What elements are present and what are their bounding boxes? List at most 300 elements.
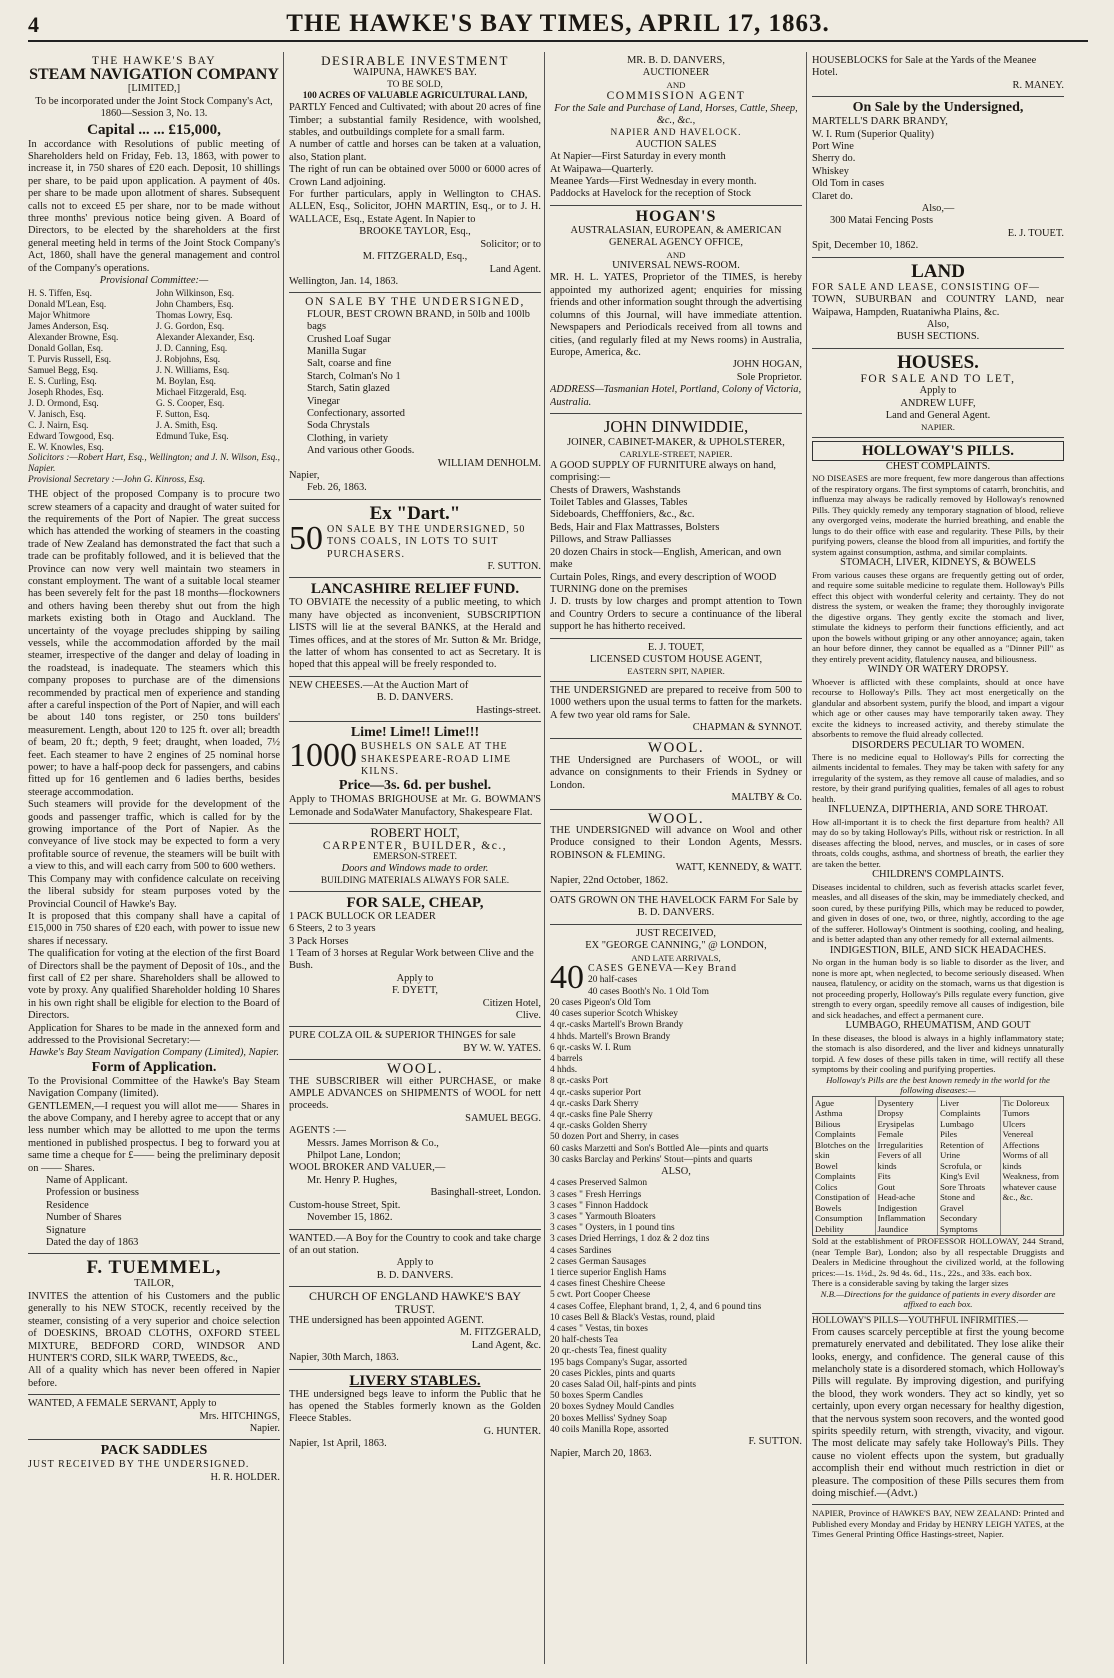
committee-member: John Wilkinson, Esq. (156, 287, 235, 298)
capital-amount: Capital ... ... £15,000, (87, 121, 221, 138)
ad-body: It is proposed that this company shall have a capital of £15,000 in 750 shares of £20 each, with power to issue new shares if necessary. (28, 910, 280, 947)
ad-subheading: UNIVERSAL NEWS-ROOM. (612, 260, 740, 272)
ad-subheading: STOMACH, LIVER, KIDNEYS, & BOWELS (840, 557, 1036, 569)
ad-subheading: AUCTION SALES (635, 138, 717, 150)
form-fields (28, 1175, 280, 1237)
form-field-label: Name of Applicant. (46, 1175, 128, 1187)
ad-heading: DESIRABLE INVESTMENT (321, 53, 509, 68)
disease-name: Dysentery (877, 1097, 914, 1108)
form-field-label: Signature (46, 1224, 86, 1236)
ad-signature: H. R. HOLDER. (210, 1471, 280, 1483)
disease-name: Blotches on the skin (815, 1139, 870, 1161)
ad-overline: THE HAWKE'S BAY (91, 55, 217, 67)
ad-signature: F. SUTTON. (748, 1436, 802, 1448)
dart-ad (289, 500, 541, 579)
pack-saddles-ad (28, 1440, 280, 1488)
list-item: 20 cases Pickles, pints and quarts (550, 1368, 675, 1379)
ad-place: WAIPUNA, HAWKE'S BAY. (353, 67, 477, 79)
list-item: 20 half-cases (588, 975, 638, 986)
list-item: Sherry do. (812, 153, 856, 165)
committee-member: Major Whitmore (28, 309, 90, 320)
list-item: 8 qr.-casks Port (550, 1076, 609, 1087)
committee-member: John Chambers, Esq. (156, 298, 234, 309)
committee-member: Samuel Begg, Esq. (28, 364, 98, 375)
form-field-label: Number of Shares (46, 1212, 122, 1224)
ad-note: BUILDING MATERIALS ALWAYS FOR SALE. (320, 875, 510, 886)
committee-member: T. Purvis Russell, Esq. (28, 353, 112, 364)
list-item: 4 cases " Vestas, tin boxes (550, 1323, 648, 1334)
committee-member: J. D. Canning, Esq. (156, 342, 228, 353)
ad-subheading: ALSO, (661, 1165, 691, 1177)
ad-subheading: 100 ACRES OF VALUABLE AGRICULTURAL LAND, (302, 91, 528, 102)
ad-address: ADDRESS—Tasmanian Hotel, Portland, Colony of Victoria, Australia. (550, 384, 802, 408)
committee-list (28, 288, 280, 453)
list-item: 30 casks Barclay and Perkins' Stout—pints and quarts (550, 1154, 753, 1165)
ad-body: ON SALE BY THE UNDERSIGNED, 50 TONS COALS, IN LOTS TO SUIT PURCHASERS. (327, 523, 526, 560)
disease-name: Secondary Symptoms (940, 1213, 978, 1234)
ad-signature: B. D. DANVERS. (637, 907, 715, 919)
list-item: 4 qr.-casks fine Pale Sherry (550, 1109, 653, 1120)
ad-signature: WATT, KENNEDY, & WATT. (675, 862, 802, 874)
disease-name: Jaundice (877, 1223, 909, 1234)
ad-heading: ON SALE BY THE UNDERSIGNED, (305, 296, 525, 309)
disease-name: Bilious Complaints (815, 1118, 856, 1140)
list-item: Clothing, in variety (307, 432, 389, 444)
list-item: 4 hhds. (550, 1065, 578, 1076)
disease-name: Debility (815, 1223, 844, 1234)
ad-body: No organ in the human body is so liable to disorder as the liver, and none is more apt, when neglected, to become seriously diseased. When nausea, flatulency, or acidity on the stomach, warns us that digestion is not proceeding properly, Holloway's Pills regulate every function, give strength to every organ, speedily remove all causes of indigestion, bile and sick headaches, and effect a permanent cure. (812, 957, 1064, 1020)
ad-subheading: TO BE SOLD, (387, 79, 443, 90)
diseases-table (812, 1096, 1064, 1237)
ad-signature: Mrs. HITCHINGS, (199, 1410, 280, 1422)
ad-signature: Napier. (249, 1422, 280, 1434)
ad-place: EASTERN SPIT, NAPIER. (627, 666, 725, 677)
steam-navigation-ad (28, 52, 280, 1253)
church-trust-ad (289, 1287, 541, 1369)
list-item: Starch, Colman's No 1 (307, 370, 401, 382)
ad-date: Napier, 22nd October, 1862. (550, 874, 669, 886)
ad-signature: B. D. DANVERS. (376, 692, 454, 704)
ad-body: NEW CHEESES.—At the Auction Mart of (289, 679, 469, 691)
ad-signature: Solicitor; or to (480, 238, 541, 250)
column-2 (289, 52, 541, 1664)
ad-label: WOOL BROKER AND VALUER,— (289, 1162, 446, 1174)
committee-left (28, 288, 152, 453)
list-item: 2 cases German Sausages (550, 1256, 647, 1267)
wool-begg-ad (289, 1060, 541, 1229)
list-item: 40 cases superior Scotch Whiskey (550, 1009, 678, 1020)
list-item: 3 cases " Oysters, in 1 pound tins (550, 1223, 675, 1234)
investment-ad (289, 52, 541, 293)
wool-maltby-ad (550, 739, 802, 809)
disease-name: Liver Complaints (940, 1097, 981, 1119)
ad-text: Philpot Lane, London; (307, 1150, 401, 1162)
list-item: Whiskey (812, 165, 849, 177)
ad-text: Basinghall-street, London. (430, 1187, 541, 1199)
list-item: Vinegar (307, 395, 340, 407)
boy-wanted-ad (289, 1230, 541, 1288)
ad-place: NAPIER AND HAVELOCK. (610, 127, 742, 138)
diseases-column (876, 1097, 939, 1236)
ad-subheading: Also,— (921, 203, 955, 215)
committee-member: J. G. Gordon, Esq. (156, 320, 225, 331)
page-number: 4 (28, 12, 39, 37)
ad-subheading: CHILDREN'S COMPLAINTS. (872, 869, 1004, 881)
list-item: 4 qr.-casks superior Port (550, 1087, 642, 1098)
disease-name: &c., &c. (1002, 1192, 1033, 1203)
committee-member: Donald Gollan, Esq. (28, 342, 104, 353)
list-item: At Waipawa—Quarterly. (550, 163, 654, 175)
disease-name: Indigestion (877, 1202, 918, 1213)
ad-text: 300 Matai Fencing Posts (830, 215, 934, 227)
denholm-ad (289, 293, 541, 500)
ad-heading: Ex "Dart." (369, 502, 461, 524)
ad-signature: Clive. (515, 1010, 541, 1021)
list-item: 50 boxes Sperm Candles (550, 1391, 643, 1402)
list-item: Salt, coarse and fine (307, 358, 392, 370)
ad-date: Wellington, Jan. 14, 1863. (289, 275, 399, 287)
disease-name: Colics (815, 1181, 838, 1192)
ad-heading: Lime! Lime!! Lime!!! (350, 725, 480, 741)
column-4 (812, 52, 1064, 1664)
ad-body: Diseases incidental to children, such as feverish attacks scarlet fever, measles, and all diseases of the skin, may be immediately checked, and soon cured, by these purifying Pills, which may be reduced to powder, and given in doses of one, two, or three, nightly, according to the age of the sufferer. Holloway's Ointment is soothing, cooling, and healing, and is better adapted than any other remedy for all external ailments. (812, 881, 1064, 945)
ad-text: For the Sale and Purchase of Land, Horses, Cattle, Sheep, &c., &c., (554, 102, 798, 127)
ad-body: There is no medicine equal to Holloway's Pills for correcting the ailments incidental to females. They may be taken with safety for any irregularity of the system, as they remove all cause of maladies, and so restore, by their grand purifying qualities, females of all ages to robust health. (812, 751, 1064, 804)
disease-name: Venereal Affections (1002, 1129, 1040, 1150)
ad-signature: Sole Proprietor. (736, 371, 802, 383)
ad-place: EMERSON-STREET. (373, 851, 457, 862)
list-item: 4 cases Preserved Salmon (550, 1178, 648, 1189)
list-item: 3 cases " Fresh Herrings (550, 1189, 642, 1200)
column-rule (283, 52, 284, 1664)
diseases-column (938, 1097, 1001, 1236)
ad-subheading: EX "GEORGE CANNING," @ LONDON, (585, 940, 767, 952)
ad-body: CASES GENEVA—Key Brand (588, 963, 738, 975)
ad-body: JUST RECEIVED BY THE UNDERSIGNED. (28, 1459, 250, 1471)
ad-name: E. J. TOUET, (647, 641, 705, 653)
committee-member: Alexander Browne, Esq. (28, 331, 119, 342)
ad-signature: JOHN HOGAN, (732, 359, 802, 371)
ad-signature: R. MANEY. (1012, 79, 1064, 91)
disease-name: Bowel Complaints (815, 1160, 856, 1182)
ad-heading: HOGAN'S (635, 207, 717, 225)
ad-place: CARLYLE-STREET, NAPIER. (619, 449, 733, 460)
ad-subheading: DISORDERS PECULIAR TO WOMEN. (851, 739, 1025, 751)
form-text: GENTLEMEN,—I request you will allot me—— Shares in the above Company, and I hereby agree to accept that or any less number which may be allotted to me upon the terms mentioned in published prospectus. I beg to forward you at same time a cheque for £—— being the preliminary deposit on —— Shares. (28, 1100, 280, 1174)
list-item: 4 barrels (550, 1053, 583, 1064)
list-item: Claret do. (812, 190, 853, 202)
ad-trade: AUCTIONEER (642, 67, 710, 79)
committee-member: Donald M'Lean, Esq. (28, 298, 107, 309)
ad-body: Apply to THOMAS BRIGHOUSE at Mr. G. BOWMAN'S Lemonade and SodaWater Manufactory, Shakespeare Flat. (289, 794, 541, 818)
committee-member: Michael Fitzgerald, Esq. (156, 386, 247, 397)
ad-body: HOUSEBLOCKS for Sale at the Yards of the Meanee Hotel. (812, 55, 1037, 79)
ad-body: All of a quality which has never been offered in Napier before. (28, 1365, 280, 1389)
list-item: 4 cases finest Cheshire Cheese (550, 1279, 666, 1290)
ad-body: A number of cattle and horses can be taken at a valuation, also, Station plant. (289, 139, 541, 163)
ad-body: THE SUBSCRIBER will either PURCHASE, or make AMPLE ADVANCES on SHIPMENTS of WOOL for nett proceeds. (289, 1075, 541, 1112)
committee-member: V. Janisch, Esq. (28, 408, 86, 419)
list-item: 50 dozen Port and Sherry, in cases (550, 1132, 679, 1143)
ad-body: The qualification for voting at the election of the first Board of Directors shall be the payment of Deposit of 10s., and the first call of £2 per share. Shareholders shall be allowed to vote by proxy. Any qualified Shareholder holding 10 Shares in his own right shall be eligible for election to the Board of Directors. (28, 948, 280, 1022)
ad-address: Hawke's Bay Steam Navigation Company (Limited), Napier. (29, 1047, 279, 1059)
column-3 (550, 52, 802, 1664)
disease-name: Tumors (1002, 1108, 1030, 1119)
list-item: 3 cases " Yarmouth Bloaters (550, 1211, 656, 1222)
list-item: At Napier—First Saturday in every month (550, 151, 726, 163)
list-item: 4 qr.-casks Golden Sherry (550, 1121, 648, 1132)
list-item: 3 cases " Finnon Haddock (550, 1200, 649, 1211)
committee-member: Edward Towgood, Esq. (28, 430, 114, 441)
ad-body: Sold at the establishment of PROFESSOR HOLLOWAY, 244 Strand, (near Temple Bar), London; also by all respectable Druggists and Dealers in Medicine throughout the civilized world, at the following prices:—1s. 1½d., 2s. 9d 4s. 6d., 11s., 22s., and 33s. each box. (812, 1236, 1064, 1278)
holt-ad (289, 824, 541, 892)
ad-name: F. TUEMMEL, (86, 1257, 222, 1279)
committee-member: Alexander Alexander, Esq. (156, 331, 255, 342)
disease-name: Erysipelas (877, 1118, 915, 1129)
colza-oil-ad (289, 1027, 541, 1060)
list-item: 4 qr.-casks Martell's Brown Brandy (550, 1020, 684, 1031)
ad-heading: LIVERY STABLES. (349, 1372, 481, 1389)
ad-subheading: Also, (926, 318, 950, 330)
ad-body: THE Undersigned are Purchasers of WOOL, or will advance on consignments to their Friends in Sydney or London. (550, 754, 802, 791)
ad-body: In these diseases, the blood is always in a highly inflammatory state; the stomach is also disordered, and the liver and kidneys unnaturally torpid. A few doses of these pills taken in time, will rectify all these symptoms by their cooling and purifying properties. (812, 1032, 1064, 1075)
ad-date: Napier, March 20, 1863. (550, 1448, 652, 1460)
tuemmel-ad (28, 1253, 280, 1395)
ad-body: TOWN, SUBURBAN and COUNTRY LAND, near Waipawa, Hampden, Ruataniwha Plains, &c. (812, 294, 1064, 318)
list-item: MARTELL'S DARK BRANDY, (812, 116, 948, 128)
disease-name: Consumption (815, 1213, 863, 1224)
servant-wanted-ad (28, 1395, 280, 1440)
committee-member: C. J. Nairn, Esq. (28, 419, 89, 430)
ad-body: A GOOD SUPPLY OF FURNITURE always on hand, comprising:— (550, 459, 777, 484)
form-dated: Dated the day of 1863 (46, 1237, 139, 1249)
sale-list (289, 911, 541, 973)
ad-heading: JUST RECEIVED, (635, 927, 717, 939)
ad-subheading: BUSH SECTIONS. (896, 331, 980, 343)
list-item: Pillows, and Straw Palliasses (550, 534, 672, 546)
goods-list (550, 975, 802, 1165)
ad-subheading: [LIMITED,] (127, 83, 181, 95)
list-item: 20 cases Salad Oil, half-pints and pints (550, 1380, 697, 1390)
ad-place: Napier, (289, 470, 320, 481)
ad-body: J. D. trusts by low charges and prompt attention to Town and Country Orders to secure a continuance of the liberal support he has hitherto received. (550, 596, 802, 633)
column-rule (806, 52, 807, 1664)
ad-place: NAPIER. (921, 422, 955, 433)
ad-connector: AND (666, 249, 686, 260)
form-text: To the Provisional Committee of the Hawke's Bay Steam Navigation Company (limited). (28, 1075, 280, 1100)
ad-text: Paddocks at Havelock for the reception of Stock (550, 188, 752, 200)
houses-ad (812, 349, 1064, 438)
disease-name: Dropsy (877, 1108, 904, 1119)
ad-body: MR. H. L. YATES, Proprietor of the TIMES, is hereby appointed my authorized agent; enquiries for missing friends and other information sought through the advertising columns of this Journal, will have immediate attention. Newspapers and Periodicals received from all towns and cities, (and regularly filed at my News rooms) in Australia, Europe, America, &c. (550, 272, 802, 358)
committee-member: G. S. Cooper, Esq. (156, 397, 225, 408)
list-item: 6 qr.-casks W. I. Rum (550, 1042, 631, 1053)
list-item: Toilet Tables and Glasses, Tables (550, 497, 688, 509)
ad-signature: G. HUNTER. (483, 1425, 541, 1437)
wethers-ad (550, 682, 802, 740)
ad-heading: CHURCH OF ENGLAND HAWKE'S BAY TRUST. (308, 1289, 522, 1316)
ad-text: Mr. Henry P. Hughes, (307, 1174, 398, 1186)
disease-name: Scrofula, or King's Evil (940, 1160, 982, 1182)
committee-member: Thomas Lowry, Esq. (156, 309, 233, 320)
list-item: 4 cases Coffee, Elephant brand, 1, 2, 4, and 6 pound tins (550, 1301, 762, 1312)
list-item: 1 tierce superior English Hams (550, 1267, 667, 1278)
ad-heading: LANCASHIRE RELIEF FUND. (310, 581, 520, 598)
ad-body: THE UNDERSIGNED are prepared to receive from 500 to 1000 wethers upon the usual terms to fatten for the markets. A few two year old rams for Sale. (550, 684, 802, 721)
list-item: 3 cases Dried Herrings, 1 doz & 2 doz tins (550, 1234, 710, 1245)
land-ad (812, 258, 1064, 349)
committee-heading: Provisional Committee:— (99, 275, 209, 287)
danvers-ad (550, 52, 802, 206)
ad-signature: WILLIAM DENHOLM. (437, 457, 541, 469)
ad-date: Feb. 26, 1863. (307, 482, 367, 494)
list-item: Chests of Drawers, Washstands (550, 484, 681, 496)
ad-heading: HOUSES. (897, 351, 979, 373)
ad-body: INVITES the attention of his Customers and the public generally to his NEW STOCK, recently received by the steamer, consisting of a very superior and choice selection of DOESKINS, BROAD CLOTHS, OXFORD STEEL MIXTURE, BEDFORD CORD, WINDSOR AND HUNTER'S CORD, SILK WARP, TWEEDS, &c., (28, 1290, 280, 1364)
ad-body: How all-important it is to check the first departure from health? All may do so by taking Holloway's Pills, without risk or restriction. In all diseases affecting the blood, nerves, and muscles, or in cases of sore throats, colds coughs, asthma, and shortness of breath, the earlier they are taken the better. (812, 816, 1064, 869)
list-item: 1 PACK BULLOCK OR LEADER (289, 910, 436, 922)
list-item: 20 boxes Sydney Mould Candles (550, 1402, 674, 1413)
for-sale-cheap-ad (289, 892, 541, 1028)
ad-apply: Apply to (396, 972, 434, 984)
ad-text: To be incorporated under the Joint Stock Company's Act, 1860—Session 3, No. 13. (35, 95, 273, 120)
ad-body: NO DISEASES are more frequent, few more dangerous than affections of the respiratory organs. The first symptoms of catarrh, bronchitis, and influenza may always be radically removed by Holloway's renowned Pills. They quickly remedy any temporary stagnation of blood, relieve any overgorged veins, moderate the hurried breathing, and enable the lungs to do their office with ease and regularity. These Pills, by their purifying powers, cleanse the blood from all impurities, and fortify the system against consumption, asthma, and similar complaints. (812, 473, 1064, 557)
list-item: 4 cases Sardines (550, 1245, 612, 1256)
ad-apply: Apply to (396, 1257, 434, 1269)
list-item: Confectionary, assorted (307, 407, 406, 419)
ad-body: From various causes these organs are frequently getting out of order, and require some suitable medicine to regulate them. Holloway's Pills effect this object with wonderful celerity and certainty. They do not distress the system, or weaken the frame; they thoroughly invigorate the digestive organs. They gently excite the stomach and liver, stimulate the kidneys to perform their functions efficiently, and act upon the bowels without griping or any other annoyance; again, taken an hour before dinner, they cannot be equalled as a "Dinner Pill" as they entirely prevent acidity, flatulency nausea, and biliousness. (812, 569, 1064, 664)
lancashire-ad (289, 578, 541, 676)
disease-name: Worms of all kinds (1002, 1150, 1049, 1171)
ad-signature: Land Agent. (489, 263, 541, 275)
disease-name: Fits (877, 1171, 891, 1182)
ad-trade: LICENSED CUSTOM HOUSE AGENT, (589, 653, 763, 665)
ad-body: THE undersigned begs leave to inform the Public that he has opened the Stables formerly known as the Golden Fleece Stables. (289, 1388, 541, 1425)
list-item: 40 coils Manilla Rope, assorted (550, 1424, 669, 1435)
ad-apply: Apply to (919, 385, 957, 397)
list-item: 1 Team of 3 horses at Regular Work between Clive and the Bush. (289, 947, 534, 972)
ad-body: THE object of the proposed Company is to procure two screw steamers of a capacity and draught of water suited for the requirements of the Port of Napier. The great success which has attended the working of steamers in the coasting trade of New Zealand has demonstrated the fact that such a trade can be profitably followed, and it is believed that the Province can now very well maintain two steamers in constant employment. The want of a suitable local steamer has been severely felt for the past 18 months—flockowners and others having been thereby shut out from the high markets existing both in Otago and Auckland. The uncertainty of the voyage precludes shipping by sailing vessels, while the accommodation afforded by the mail steamer, irrespective of the danger and delay of loading in the roadstead, is inadequate. The steamers which this company proposes to purchase are of the dimensions recommended by practical men of experience and standing after a careful inspection of the Port of Napier, and will each be about 140 tons register, or 250 tons builders' measurement. Length, about 120 to 125 ft. over all; breadth of beam, 20 ft.; depth, 9 feet; draught, when loaded, 7½ feet. Each steamer to have 2 engines of 25 nominal horse power; to have a half-poop deck for passengers, and cabins fitted up for 16 gentlemen and 6 ladies berths, besides steerage accommodation. (28, 489, 280, 798)
ad-body: In accordance with Resolutions of public meeting of Shareholders held on Friday, Feb. 13, 1863, with power to increase it, in 750 shares of £20 each. Deposit, 10 shillings per share, to be paid upon application. A payment of 40s. per share to be made upon allotment of shares. Subsequent calls not to exceed £5 per share, nor to be made without three months' previous notice being given. A Board of Directors, to be elected by the shareholders at the first general meeting held in terms of the Joint Stock Company's Act, 1860, shall have the general management and control of the Company's operations. (28, 138, 280, 274)
ad-subheading: WINDY OR WATERY DROPSY. (867, 664, 1009, 676)
ad-headline: STEAM NAVIGATION COMPANY (29, 66, 279, 84)
george-canning-ad (550, 925, 802, 1465)
diseases-column (813, 1097, 876, 1236)
disease-name: Ulcers (1002, 1118, 1026, 1129)
ad-signature: Citizen Hotel, (482, 997, 541, 1009)
ad-subheading: CHEST COMPLAINTS. (885, 460, 991, 472)
ad-heading: WOOL. (647, 740, 705, 757)
ad-signature: Land Agent, &c. (471, 1339, 541, 1351)
list-item: 5 cwt. Port Cooper Cheese (550, 1290, 651, 1301)
ad-subheading: Holloway's Pills are the best known remedy in the world for the following diseases:— (826, 1074, 1050, 1096)
ad-date: Napier, 1st April, 1863. (289, 1438, 387, 1450)
ad-subheading: INDIGESTION, BILE, AND SICK HEADACHES. (829, 944, 1047, 956)
hogan-ad (550, 206, 802, 414)
committee-member: J. A. Smith, Esq. (156, 419, 218, 430)
list-item: 40 cases Booth's No. 1 Old Tom (588, 986, 709, 997)
ad-note: There is a considerable saving by taking the larger sizes (812, 1278, 1009, 1289)
form-heading: Form of Application. (91, 1059, 217, 1075)
ad-signature: SAMUEL BEGG. (465, 1112, 541, 1124)
committee-member: J. Robjohns, Esq. (156, 353, 221, 364)
ad-body: FOR SALE AND LEASE, CONSISTING OF— (812, 281, 1040, 293)
ad-body: TO OBVIATE the necessity of a public meeting, to which many have objected as inconvenient, SUBSCRIPTION LISTS will lie at the several BANKS, at the Herald and Times offices, and at the stores of Mr. Sutton & Mr. Bridge, the latter of whom has consented to act as Secretary. It is hoped that this appeal will be freely responded to. (289, 597, 541, 671)
ad-trade: CARPENTER, BUILDER, &c., (322, 839, 508, 852)
list-item: W. I. Rum (Superior Quality) (812, 128, 934, 140)
column-1 (28, 52, 280, 1664)
list-item: 6 Steers, 2 to 3 years (289, 923, 376, 935)
disease-name: Retention of Urine (940, 1139, 984, 1161)
list-item: Beds, Hair and Flax Mattrasses, Bolsters (550, 521, 720, 533)
ad-date: Spit, December 10, 1862. (812, 240, 919, 252)
ad-body: PARTLY Fenced and Cultivated; with about 20 acres of fine Timber; a substantial family Residence, with woolshed, stables, and outbuildings complete for a small farm. (289, 102, 541, 139)
ad-note: N.B.—Directions for the guidance of patients in every disorder are affixed to each box. (820, 1288, 1056, 1310)
ad-trade: TAILOR, (134, 1278, 174, 1290)
ad-signature: Hastings-street. (476, 704, 541, 716)
disease-name: Weakness, from whatever cause (1002, 1171, 1059, 1192)
touet-agent-ad (550, 639, 802, 682)
furniture-list (550, 485, 802, 597)
ad-body: For further particulars, apply in Wellington to CHAS. ALLEN, Esq., Solicitor, JOHN MARTIN, Esq., or to J. H. WALLACE, Esq., Estate Agent. In Napier to (289, 189, 541, 225)
committee-member: Joseph Rhodes, Esq. (28, 386, 104, 397)
committee-member: F. Sutton, Esq. (156, 408, 210, 419)
committee-member: James Anderson, Esq. (28, 320, 109, 331)
ad-heading: HOLLOWAY'S PILLS. (812, 441, 1064, 461)
ad-signature: ANDREW LUFF, (900, 397, 976, 409)
disease-name: Stone and Gravel (940, 1192, 975, 1213)
list-item: 4 hhds. Martell's Brown Brandy (550, 1031, 671, 1042)
ad-subheading: AUSTRALASIAN, EUROPEAN, & AMERICAN GENERAL AGENCY OFFICE, (570, 224, 782, 249)
spirits-list (812, 116, 1064, 203)
ad-body: PURE COLZA OIL & SUPERIOR THINGES for sale (289, 1030, 516, 1042)
ad-body: THE UNDERSIGNED will advance on Wool and other Produce consigned to their London Agents, Messrs. ROBINSON & FLEMING. (550, 824, 802, 861)
ad-note: Doors and Windows made to order. (341, 863, 489, 875)
committee-member: E. S. Curling, Esq. (28, 375, 97, 386)
secretary: Provisional Secretary :—John G. Kinross, Esq. (28, 474, 206, 485)
committee-member: J. D. Ormond, Esq. (28, 397, 99, 408)
ad-signature: E. J. TOUET. (1007, 227, 1064, 239)
ad-heading: LAND (911, 260, 965, 282)
ad-signature: Land and General Agent. (885, 409, 991, 421)
dinwiddie-ad (550, 414, 802, 639)
diseases-column (1001, 1097, 1064, 1236)
list-item: Starch, Satin glazed (307, 383, 390, 395)
houseblocks-ad (812, 52, 1064, 97)
list-item: 20 half-chests Tea (550, 1335, 618, 1346)
list-item: 60 casks Marzetti and Son's Bottled Ale—pints and quarts (550, 1143, 769, 1154)
ad-trade: COMMISSION AGENT (606, 90, 746, 103)
printer-imprint: NAPIER, Province of HAWKE'S BAY, NEW ZEALAND: Printed and Published every Monday and Friday by HENRY LEIGH YATES, at the Times General Printing Office Hastings-street, Napier. (812, 1508, 1064, 1540)
solicitors: Solicitors :—Robert Hart, Esq., Wellington; and J. N. Wilson, Esq., Napier. (28, 452, 280, 474)
ad-subheading: AND LATE ARRIVALS, (631, 952, 721, 963)
goods-list (550, 1178, 802, 1436)
big-number: 50 (289, 519, 323, 557)
ad-signature: F. DYETT, (391, 985, 439, 997)
ad-trade: JOINER, CABINET-MAKER, & UPHOLSTERER, (567, 436, 785, 448)
ad-heading: WOOL. (386, 1061, 444, 1078)
ad-heading: On Sale by the Undersigned, (852, 100, 1024, 116)
disease-name: Tic Doloreux (1002, 1097, 1050, 1108)
disease-name: Asthma (815, 1108, 843, 1119)
disease-name: Ague (815, 1097, 835, 1108)
ad-heading: WOOL. (647, 810, 705, 827)
committee-right (156, 288, 280, 453)
ad-name: MR. B. D. DANVERS, (627, 55, 725, 66)
ad-label: AGENTS :— (289, 1125, 346, 1137)
ad-body: BUSHELS ON SALE AT THE SHAKESPEARE-ROAD LIME KILNS. (361, 741, 512, 777)
ad-heading: PACK SADDLES (100, 1443, 208, 1459)
